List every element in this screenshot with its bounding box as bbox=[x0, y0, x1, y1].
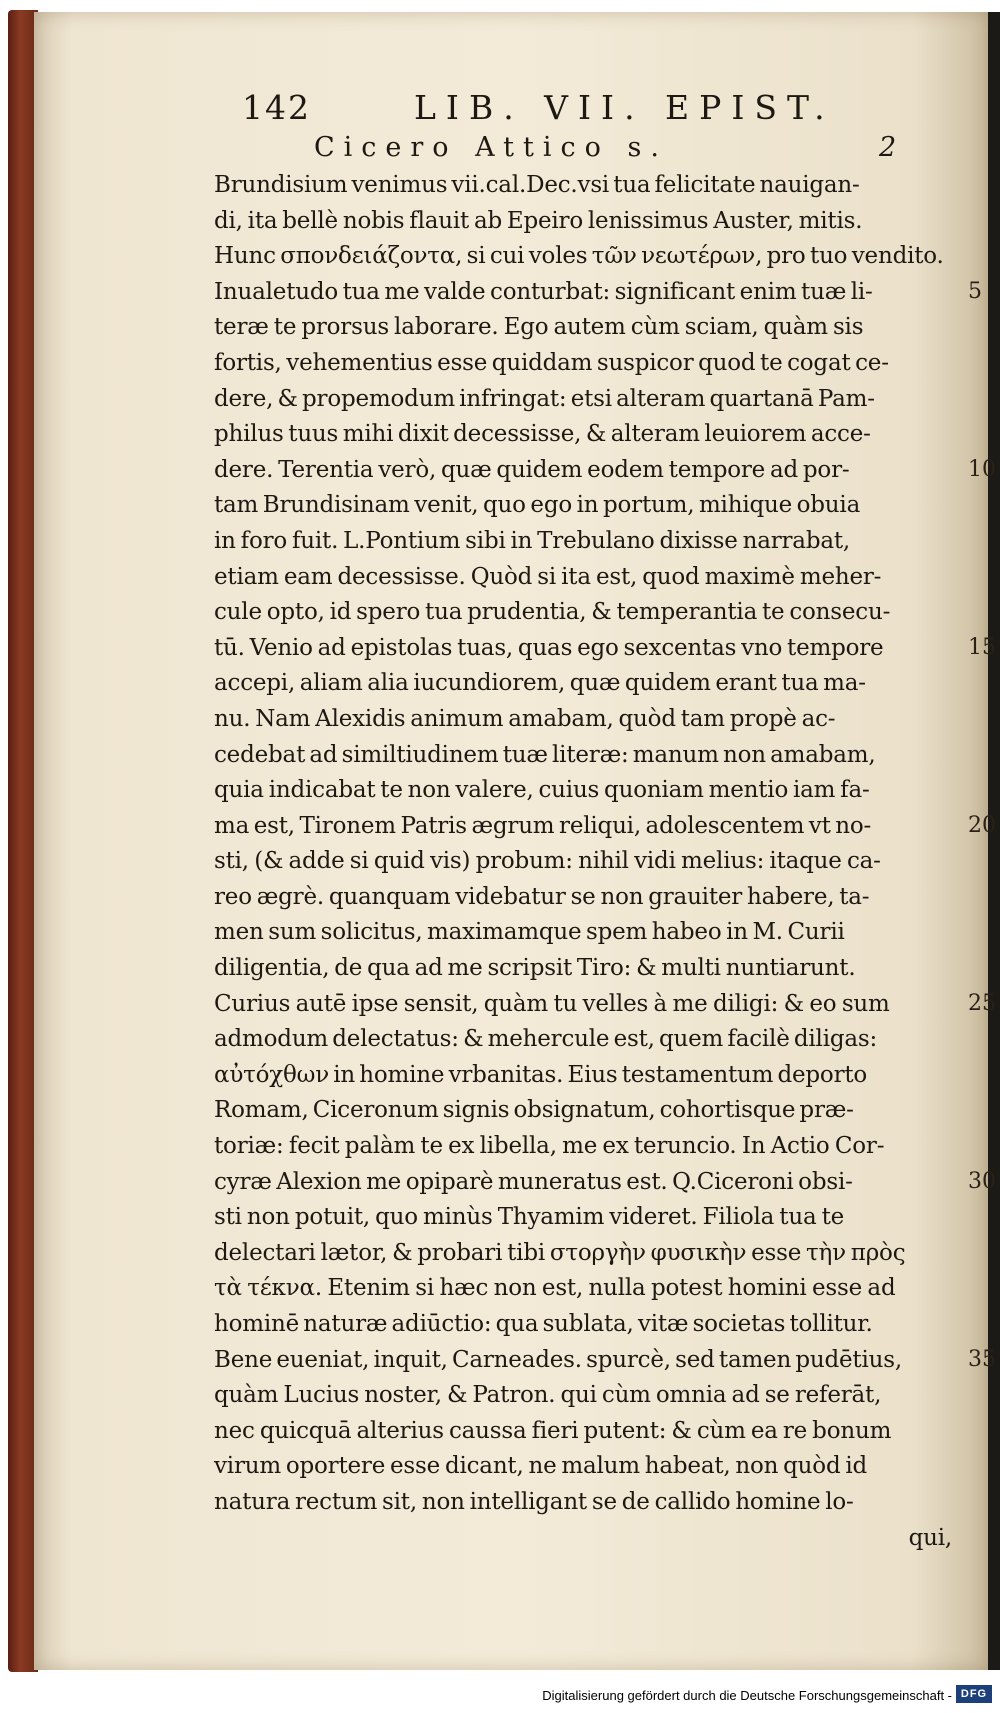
margin-line-number: 35 bbox=[968, 1346, 996, 1372]
text-line: Brundisium venimus vii.cal.Dec.vsi tua felicitate nauigan- bbox=[214, 172, 860, 198]
running-head bbox=[214, 88, 964, 132]
text-line: Hunc σπονδειάζοντα, si cui voles τῶν νεωτέρων, pro tuo vendito. bbox=[214, 243, 944, 270]
text-line: virum oportere esse dicant, ne malum habeat, non quòd id bbox=[214, 1453, 868, 1480]
epistle-number: 2 bbox=[879, 132, 897, 163]
text-line: di, ita bellè nobis flauit ab Epeiro lenissimus Auster, mitis. bbox=[214, 207, 863, 234]
text-line: ma est, Tironem Patris ægrum reliqui, adolescentem vt no- bbox=[214, 812, 872, 839]
text-line: nec quicquā alterius caussa fieri putent: & cùm ea re bonum bbox=[214, 1417, 892, 1444]
text-line: Bene eueniat, inquit, Carneades. spurcè, sed tamen pudētius, bbox=[214, 1346, 902, 1373]
text-line: nu. Nam Alexidis animum amabam, quòd tam propè ac- bbox=[214, 705, 836, 732]
text-line: teræ te prorsus laborare. Ego autem cùm sciam, quàm sis bbox=[214, 314, 864, 341]
text-line: αὐτόχθων in homine vrbanitas. Eius testamentum deporto bbox=[214, 1061, 868, 1088]
text-line: toriæ: fecit palàm te ex libella, me ex teruncio. In Actio Cor- bbox=[214, 1133, 885, 1160]
margin-line-number: 15 bbox=[968, 634, 996, 660]
margin-line-number: 20 bbox=[968, 812, 996, 838]
epistle-heading bbox=[214, 132, 964, 168]
text-line: in foro fuit. L.Pontium sibi in Trebulano dixisse narrabat, bbox=[214, 527, 851, 554]
text-line: reo ægrè. quanquam videbatur se non grauiter habere, ta- bbox=[214, 883, 870, 910]
text-line: Curius autē ipse sensit, quàm tu velles à me diligi: & eo sum bbox=[214, 990, 890, 1017]
text-line: accepi, aliam alia iucundiorem, quæ quidem erant tua ma- bbox=[214, 670, 866, 697]
margin-line-number: 10 bbox=[968, 456, 996, 482]
letter-body bbox=[214, 168, 964, 1556]
text-line: Romam, Ciceronum signis obsignatum, cohortisque præ- bbox=[214, 1097, 854, 1124]
text-line: cule opto, id spero tua prudentia, & temperantia te consecu- bbox=[214, 599, 891, 626]
running-head-title: LIB. VII. EPIST. bbox=[414, 88, 835, 127]
text-line: dere, & propemodum infringat: etsi alteram quartanā Pam- bbox=[214, 385, 875, 412]
text-line: diligentia, de qua ad me scripsit Tiro: & multi nuntiarunt. bbox=[214, 955, 856, 982]
page-number: 142 bbox=[242, 88, 311, 127]
text-line: cedebat ad similtiudinem tuæ literæ: manum non amabam, bbox=[214, 741, 876, 768]
catchword: qui, bbox=[908, 1524, 952, 1551]
text-line: τὰ τέκνα. Etenim si hæc non est, nulla potest homini esse ad bbox=[214, 1275, 896, 1302]
text-line: men sum solicitus, maximamque spem habeo in M. Curii bbox=[214, 919, 845, 946]
page-gutter-shadow bbox=[988, 12, 1000, 1670]
text-line: hominē naturæ adiūctio: qua sublata, vitæ societas tollitur. bbox=[214, 1311, 873, 1337]
text-line: etiam eam decessisse. Quòd si ita est, quod maximè meher- bbox=[214, 563, 882, 590]
digitization-credit: Digitalisierung gefördert durch die Deutsche Forschungsgemeinschaft - bbox=[542, 1688, 952, 1703]
text-line: Inualetudo tua me valde conturbat: significant enim tuæ li- bbox=[214, 278, 873, 305]
text-line: sti non potuit, quo minùs Thyamim videret. Filiola tua te bbox=[214, 1204, 845, 1231]
text-line: quàm Lucius noster, & Patron. qui cùm omnia ad se referāt, bbox=[214, 1382, 882, 1409]
text-line: sti, (& adde si quid vis) probum: nihil vidi melius: itaque ca- bbox=[214, 848, 881, 875]
margin-line-number: 30 bbox=[968, 1168, 996, 1194]
text-line: natura rectum sit, non intelligant se de callido homine lo- bbox=[214, 1488, 854, 1515]
text-line: philus tuus mihi dixit decessisse, & alteram leuiorem acce- bbox=[214, 421, 871, 448]
text-line: cyræ Alexion me opiparè muneratus est. Q.Ciceroni obsi- bbox=[214, 1168, 853, 1195]
margin-line-number: 5 bbox=[968, 278, 982, 304]
text-line: fortis, vehementius esse quiddam suspicor quod te cogat ce- bbox=[214, 349, 889, 376]
salutation-text: Cicero Attico s. bbox=[314, 132, 668, 163]
text-line: dere. Terentia verò, quæ quidem eodem tempore ad por- bbox=[214, 456, 850, 483]
text-line: quia indicabat te non valere, cuius quoniam mentio iam fa- bbox=[214, 777, 870, 804]
text-line: delectari lætor, & probari tibi στοργὴν φυσικὴν esse τὴν πρὸς bbox=[214, 1239, 906, 1266]
text-block bbox=[214, 88, 964, 1556]
margin-line-number: 25 bbox=[968, 990, 996, 1016]
text-line: tam Brundisinam venit, quo ego in portum, mihique obuia bbox=[214, 492, 861, 519]
dfg-logo: DFG bbox=[956, 1685, 992, 1703]
text-line: admodum delectatus: & mehercule est, quem facilè diligas: bbox=[214, 1026, 878, 1053]
text-line: tū. Venio ad epistolas tuas, quas ego sexcentas vno tempore bbox=[214, 634, 884, 661]
